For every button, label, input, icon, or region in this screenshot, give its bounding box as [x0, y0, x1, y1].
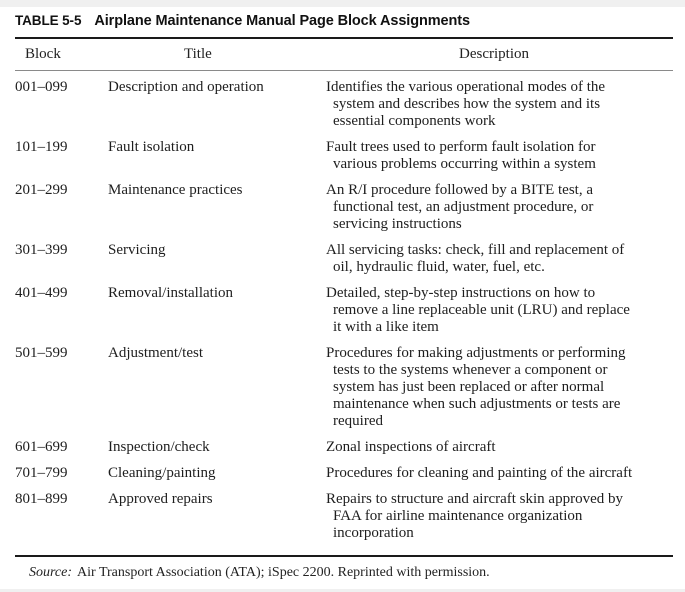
cell-block: 001–099: [15, 79, 68, 95]
table-row: [15, 182, 675, 233]
cell-description: [326, 491, 676, 542]
cell-title: Fault isolation: [108, 139, 195, 155]
table-body: [15, 79, 675, 551]
description-line: FAA for airline maintenance organization: [333, 508, 583, 524]
description-line: Fault trees used to perform fault isolation for: [326, 139, 596, 155]
description-line: required: [333, 413, 383, 429]
description-line: essential components work: [333, 113, 496, 129]
description-line: Identifies the various operational modes of the: [326, 79, 606, 95]
description-line: Detailed, step-by-step instructions on how to: [326, 285, 596, 301]
source-note: [29, 565, 490, 581]
table-row: [15, 79, 675, 130]
description-line: incorporation: [333, 525, 414, 541]
table-row: [15, 242, 675, 276]
cell-block: 101–199: [15, 139, 68, 155]
description-line: Zonal inspections of aircraft: [326, 439, 496, 455]
cell-description: [326, 345, 676, 430]
cell-description: [326, 79, 676, 130]
cell-title: Approved repairs: [108, 491, 213, 507]
description-line: tests to the systems whenever a component or: [333, 362, 608, 378]
cell-block: 201–299: [15, 182, 68, 198]
description-line: functional test, an adjustment procedure, or: [333, 199, 594, 215]
cell-block: 601–699: [15, 439, 68, 455]
cell-block: 401–499: [15, 285, 68, 301]
cell-description: [326, 439, 676, 456]
header-block: Block: [25, 46, 61, 62]
bottom-rule: [15, 555, 673, 557]
cell-title: Removal/installation: [108, 285, 233, 301]
description-line: All servicing tasks: check, fill and replacement of: [326, 242, 625, 258]
table-title: Airplane Maintenance Manual Page Block Assignments: [94, 13, 470, 29]
cell-title: Servicing: [108, 242, 166, 258]
cell-description: [326, 139, 676, 173]
description-line: maintenance when such adjustments or tests are: [333, 396, 621, 412]
table-row: [15, 439, 675, 456]
cell-description: [326, 182, 676, 233]
description-line: various problems occurring within a system: [333, 156, 596, 172]
description-line: system has just been replaced or after normal: [333, 379, 605, 395]
header-rule: [15, 70, 673, 71]
cell-title: Adjustment/test: [108, 345, 203, 361]
cell-block: 501–599: [15, 345, 68, 361]
description-line: servicing instructions: [333, 216, 462, 232]
table-row: [15, 345, 675, 430]
cell-block: 301–399: [15, 242, 68, 258]
description-line: it with a like item: [333, 319, 439, 335]
table-row: [15, 491, 675, 542]
description-line: Procedures for cleaning and painting of the aircraft: [326, 465, 633, 481]
source-label: Source:: [29, 565, 73, 580]
description-line: remove a line replaceable unit (LRU) and replace: [333, 302, 630, 318]
header-description: Description: [459, 46, 529, 62]
description-line: oil, hydraulic fluid, water, fuel, etc.: [333, 259, 545, 275]
table-row: [15, 285, 675, 336]
cell-description: [326, 285, 676, 336]
description-line: An R/I procedure followed by a BITE test, a: [326, 182, 594, 198]
description-line: Repairs to structure and aircraft skin approved by: [326, 491, 623, 507]
document-page: [0, 7, 685, 589]
cell-title: Inspection/check: [108, 439, 210, 455]
header-title: Title: [184, 46, 212, 62]
cell-block: 801–899: [15, 491, 68, 507]
cell-title: Maintenance practices: [108, 182, 243, 198]
cell-description: [326, 242, 676, 276]
description-line: Procedures for making adjustments or performing: [326, 345, 626, 361]
description-line: system and describes how the system and its: [333, 96, 601, 112]
table-number: TABLE 5-5: [15, 13, 82, 28]
table-caption: [15, 13, 470, 29]
table-row: [15, 139, 675, 173]
cell-description: [326, 465, 676, 482]
cell-title: Cleaning/painting: [108, 465, 216, 481]
cell-block: 701–799: [15, 465, 68, 481]
table-row: [15, 465, 675, 482]
cell-title: Description and operation: [108, 79, 264, 95]
top-rule: [15, 37, 673, 39]
source-text: Air Transport Association (ATA); iSpec 2200. Reprinted with permission.: [77, 565, 490, 580]
